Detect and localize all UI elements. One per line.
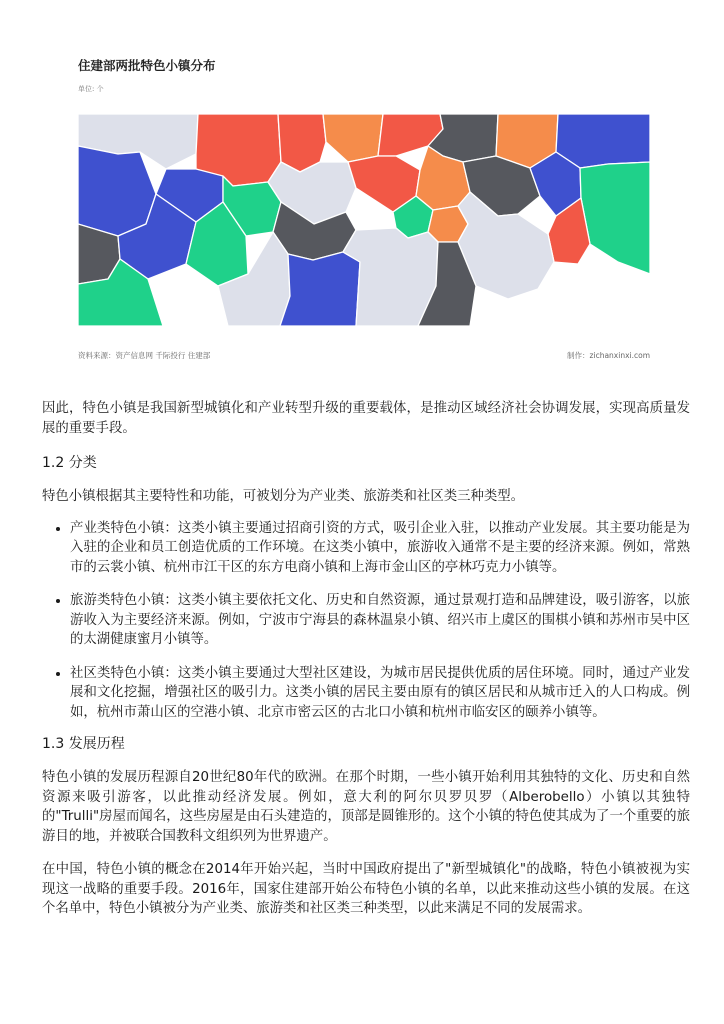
paragraph: 特色小镇的发展历程源自20世纪80年代的欧洲。在那个时期，一些小镇开始利用其独特的文化、历史和自然资源来吸引游客，以此推动经济发展。例如，意大利的阿尔贝罗贝罗（Alberobello）小镇以其独特的"Trulli"房屋而闻名，这些房屋是由石头建造的，顶部是圆锥形的。这个小镇的特色使其成为了一个重要的旅游目的地，并被联合国教科文组织列为世界遗产。 bbox=[42, 770, 690, 844]
voronoi-treemap bbox=[78, 114, 650, 326]
section-heading: 1.2 分类 bbox=[42, 455, 97, 471]
chart-source: 资料来源：资产信息网 千际投行 住建部 bbox=[78, 351, 211, 360]
section-heading: 1.3 发展历程 bbox=[42, 736, 125, 752]
map-cell bbox=[280, 252, 360, 326]
paragraph: 因此，特色小镇是我国新型城镇化和产业转型升级的重要载体，是推动区域经济社会协调发展，实现高质量发展的重要手段。 bbox=[42, 401, 690, 436]
chart-title: 住建部两批特色小镇分布 bbox=[78, 58, 216, 73]
chart-unit: 单位: 个 bbox=[78, 85, 104, 93]
paragraph: 特色小镇根据其主要特性和功能，可被划分为产业类、旅游类和社区类三种类型。 bbox=[42, 489, 525, 504]
article-body bbox=[42, 399, 690, 919]
chart-maker: 制作：zichanxinxi.com bbox=[567, 351, 650, 360]
map-cell bbox=[323, 114, 383, 162]
map-cell bbox=[580, 162, 650, 274]
map-cell bbox=[78, 146, 156, 236]
paragraph: 在中国，特色小镇的概念在2014年开始兴起，当时中国政府提出了"新型城镇化"的战略，特色小镇被视为实现这一战略的重要手段。2016年，国家住建部开始公布特色小镇的名单，以此来推动这些小镇的发展。在这个名单中，特色小镇被分为产业类、旅游类和社区类三种类型，以此来满足不同的发展需求。 bbox=[42, 862, 690, 916]
map-cell bbox=[556, 114, 650, 168]
list-item: • 社区类特色小镇：这类小镇主要通过大型社区建设，为城市居民提供优质的居住环境。同时，通过产业发展和文化挖掘，增强社区的吸引力。这类小镇的居民主要由原有的镇区居民和从城市迁入的人口构成。例如，杭州市萧山区的空港小镇、北京市密云区的古北口小镇和杭州市临安区的颐养小镇等。 bbox=[70, 664, 690, 723]
list-item: • 旅游类特色小镇：这类小镇主要依托文化、历史和自然资源，通过景观打造和品牌建设，吸引游客，以旅游收入为主要经济来源。例如，宁波市宁海县的森林温泉小镇、绍兴市上虞区的围棋小镇和苏州市吴中区的太湖健康蜜月小镇等。 bbox=[70, 591, 690, 650]
category-list bbox=[42, 519, 690, 723]
list-item: • 产业类特色小镇：这类小镇主要通过招商引资的方式，吸引企业入驻，以推动产业发展。其主要功能是为入驻的企业和员工创造优质的工作环境。在这类小镇中，旅游收入通常不是主要的经济来源。例如，常熟市的云裳小镇、杭州市江干区的东方电商小镇和上海市金山区的亭林巧克力小镇等。 bbox=[70, 519, 690, 578]
chart-figure bbox=[78, 56, 650, 362]
